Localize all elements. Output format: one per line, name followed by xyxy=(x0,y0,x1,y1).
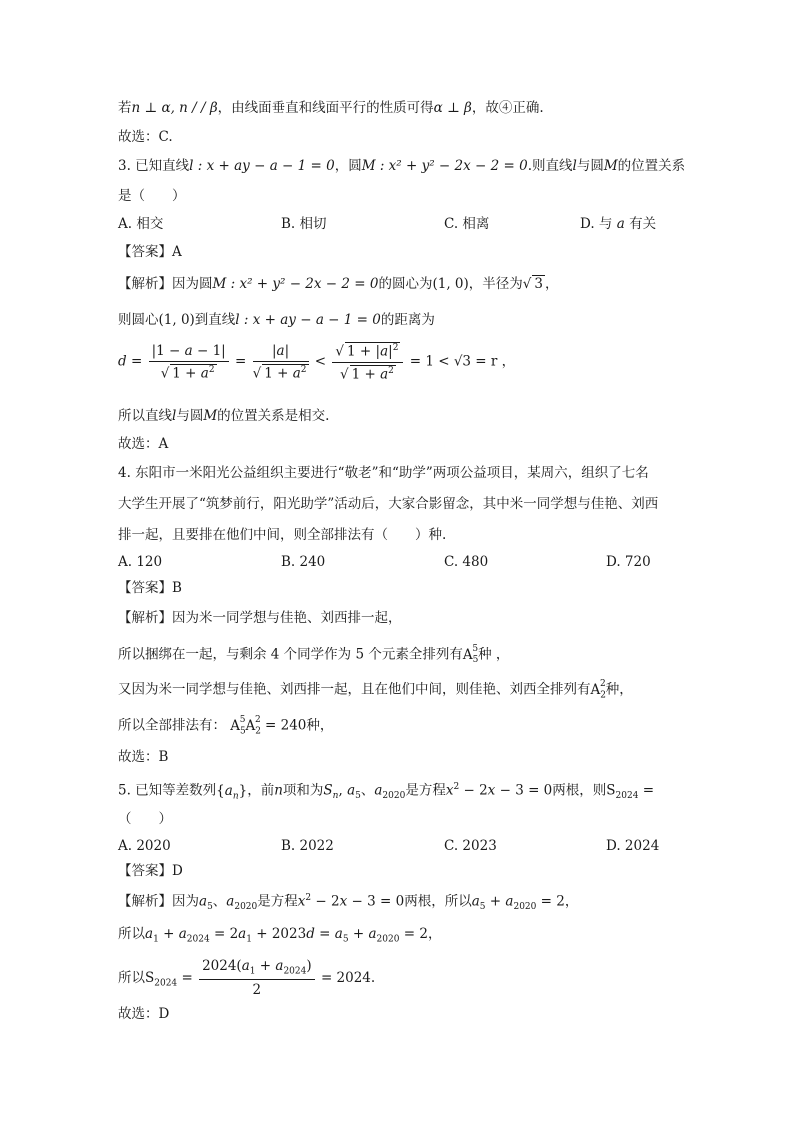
text: ，由线面垂直和线面平行的性质可得 xyxy=(217,100,434,116)
explanation-3-line-2: 则圆心(1, 0)到直线l : x + ay − a − 1 = 0的距离为 xyxy=(118,312,435,328)
math-expr: M xyxy=(603,158,618,174)
explanation-5-line-3: 所以$S_{2024}$ = $\frac{2024(a_1 + a_{2024})}{2}$ = 2024. xyxy=(118,958,376,999)
question-4-line-3: 排一起，且要排在他们中间，则全部排法有（ ）种. xyxy=(118,527,447,543)
option-b: B. 2022 xyxy=(281,838,334,854)
explanation-3-line-1: 【解析】因为圆M : x² + y² − 2x − 2 = 0的圆心为(1, 0)，半径为√ 3 ， xyxy=(118,276,559,292)
answer-5: 【答案】D xyxy=(118,863,183,879)
text: 的位置关系 xyxy=(617,158,686,174)
question-4-line-2: 大学生开展了“筑梦前行，阳光助学”活动后，大家合影留念，其中米一同学想与佳艳、刘西 xyxy=(118,496,659,512)
explanation-4-line-3: 又因为米一同学想与佳艳、刘西排一起，且在他们中间，则佳艳、刘西全排列有$A_2^2$种， xyxy=(118,679,633,701)
question-4-line-1: 4. 东阳市一米阳光公益组织主要进行“敬老”和“助学”两项公益项目，某周六，组织了七名 xyxy=(118,465,649,481)
option-a: A. 2020 xyxy=(118,838,171,854)
question-3-cont xyxy=(118,188,186,204)
explanation-5-line-1: 【解析】因为$a_5$、$a_{2020}$是方程$x^2 - 2x - 3 = 0$两根，所以$a_5 + a_{2020} = 2$， xyxy=(118,893,579,913)
option-a: A. 相交 xyxy=(118,216,164,232)
math-expr: M : x² + y² − 2x − 2 = 0 xyxy=(361,158,528,174)
explanation-5-line-2: 所以$a_1 + a_{2024} = 2a_1 + 2023d = a_5 + a_{2020} = 2$， xyxy=(118,926,442,945)
math-expr: l : x + ay − a − 1 = 0 xyxy=(189,158,335,174)
answer-selection-2 xyxy=(118,129,173,145)
option-c: C. 相离 xyxy=(444,216,490,232)
text: ，圆 xyxy=(334,158,362,174)
option-d: D. 与 a 有关 xyxy=(580,216,657,232)
question-5: 5. 已知等差数列$\{a_n\}$，前n项和为$S_n$, $a_5$、$a_{2020}$是方程$x^2 - 2x - 3 = 0$两根，则$S_{2024}$ = xyxy=(118,782,655,802)
question-5-cont: （ ） xyxy=(118,811,172,827)
option-b: B. 相切 xyxy=(281,216,327,232)
text: ，故④正确. xyxy=(471,100,544,116)
distance-formula: d = $\frac{|1 - a - 1|}{√ 1 + a^2}$ = $\frac{|a|}{√ 1 + a^2}$ < $\frac{√ 1 + |a|^2}{√ 1 + a^2}$ = 1 < √3 = r ， xyxy=(118,342,516,383)
selection-4: 故选：B xyxy=(118,749,169,765)
option-c: C. 480 xyxy=(444,554,489,570)
text: 与圆 xyxy=(576,158,604,174)
text: 若 xyxy=(118,100,132,116)
answer-3: 【答案】A xyxy=(118,244,182,260)
selection-3: 故选：A xyxy=(118,436,169,452)
math-expr: α ⊥ β xyxy=(433,100,472,116)
option-d: D. 2024 xyxy=(606,838,660,854)
text: 是（ ） xyxy=(118,188,186,204)
option-b: B. 240 xyxy=(281,554,326,570)
text: 3. 已知直线 xyxy=(118,158,190,174)
explanation-4-line-2: 所以捆绑在一起，与剩余 4 个同学作为 5 个元素全排列有$A_5^5$种 ， xyxy=(118,644,510,666)
text: 故选：C. xyxy=(118,129,173,145)
text: .则直线 xyxy=(527,158,573,174)
option-c: C. 2023 xyxy=(444,838,497,854)
text-line-1 xyxy=(118,100,544,116)
answer-4: 【答案】B xyxy=(118,580,182,596)
option-a: A. 120 xyxy=(118,554,163,570)
explanation-4-line-1: 【解析】因为米一同学想与佳艳、刘西排一起， xyxy=(118,610,402,626)
question-3 xyxy=(118,158,685,174)
option-d: D. 720 xyxy=(606,554,651,570)
explanation-4-line-4: 所以全部排法有： $A_5^5A_2^2 = 240$种， xyxy=(118,715,334,737)
selection-5: 故选：D xyxy=(118,1006,170,1022)
math-expr: n ⊥ α, n / / β xyxy=(131,100,218,116)
explanation-3-line-4: 所以直线l与圆M的位置关系是相交. xyxy=(118,408,330,424)
math-expr: l xyxy=(572,158,577,174)
